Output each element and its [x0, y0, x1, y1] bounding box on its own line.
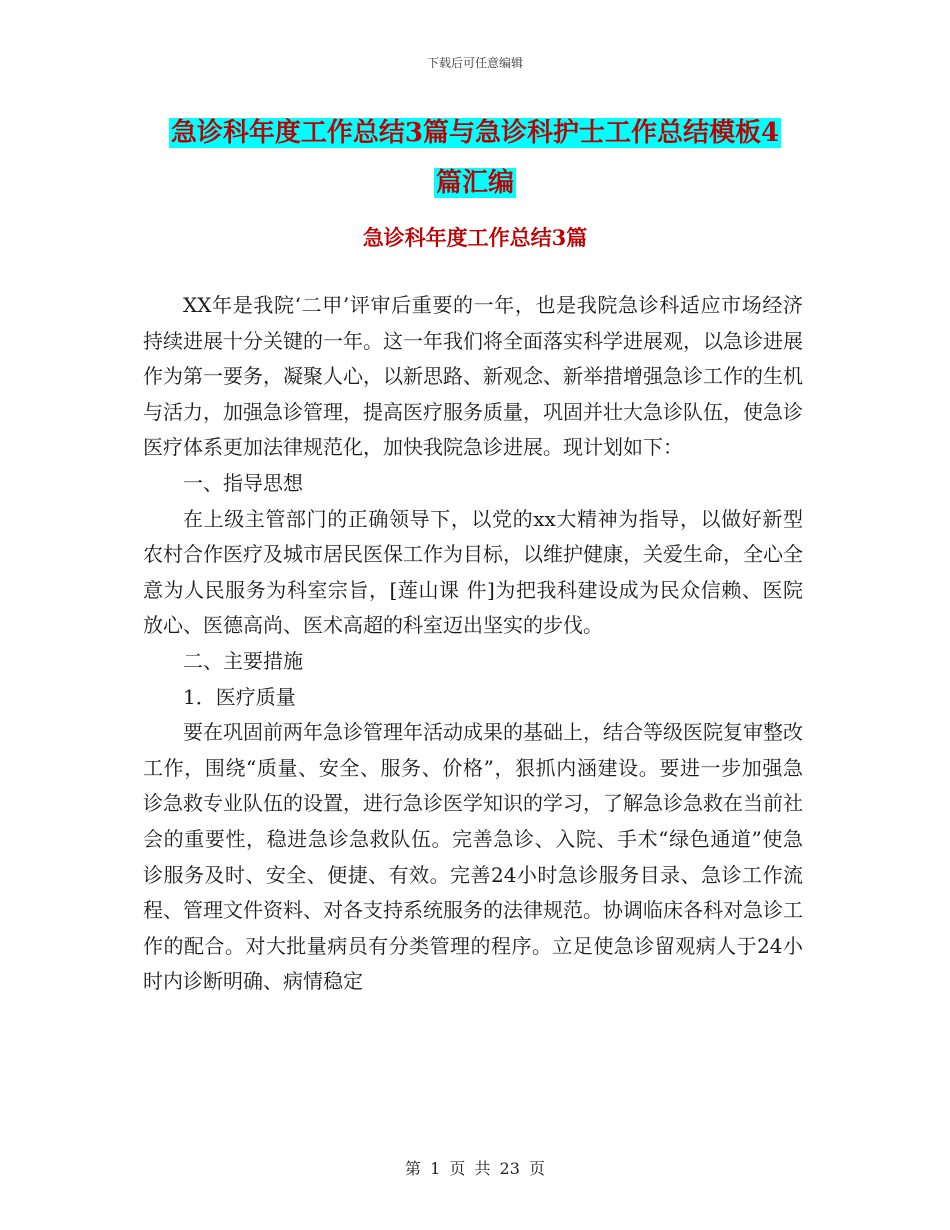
title-line-2: 篇汇编: [435, 168, 514, 198]
section-title: 急诊科年度工作总结3篇: [362, 225, 588, 250]
document-title: [0, 108, 950, 208]
heading-guiding-ideology: 一、指导思想: [183, 470, 303, 495]
heading-medical-quality: 1．医疗质量: [183, 684, 296, 709]
paragraph-guiding-ideology: 在上级主管部门的正确领导下，以党的xx大精神为指导，以做好新型农村合作医疗及城市居民医保工作为目标，以维护健康，关爱生命，全心全意为人民服务为科室宗旨，[莲山课 件]为把我科建设成为民众信赖、医院放心、医德高尚、医术高超的科室迈出坚实的步伐。: [143, 506, 803, 638]
paragraph-intro: XX年是我院‘二甲’评审后重要的一年，也是我院急诊科适应市场经济持续进展十分关键的一年。这一年我们将全面落实科学进展观，以急诊进展作为第一要务，凝聚人心，以新思路、新观念、新举措增强急诊工作的生机与活力，加强急诊管理，提高医疗服务质量，巩固并壮大急诊队伍，使急诊医疗体系更加法律规范化，加快我院急诊进展。现计划如下：: [143, 293, 803, 460]
page-header: 下载后可任意编辑: [426, 56, 523, 70]
heading-main-measures: 二、主要措施: [183, 648, 303, 673]
document-body: [143, 288, 803, 1000]
title-line-1: 急诊科年度工作总结3篇与急诊科护士工作总结模板4: [170, 118, 780, 148]
page-footer: 第 1 页 共 23 页: [405, 1159, 545, 1178]
paragraph-medical-quality: 要在巩固前两年急诊管理年活动成果的基础上，结合等级医院复审整改工作，围绕“质量、安全、服务、价格”，狠抓内涵建设。要进一步加强急诊急救专业队伍的设置，进行急诊医学知识的学习，了解急诊急救在当前社会的重要性，稳进急诊急救队伍。完善急诊、入院、手术“绿色通道”使急诊服务及时、安全、便捷、有效。完善24小时急诊服务目录、急诊工作流程、管理文件资料、对各支持系统服务的法律规范。协调临床各科对急诊工作的配合。对大批量病员有分类管理的程序。立足使急诊留观病人于24小时内诊断明确、病情稳定: [143, 720, 803, 994]
